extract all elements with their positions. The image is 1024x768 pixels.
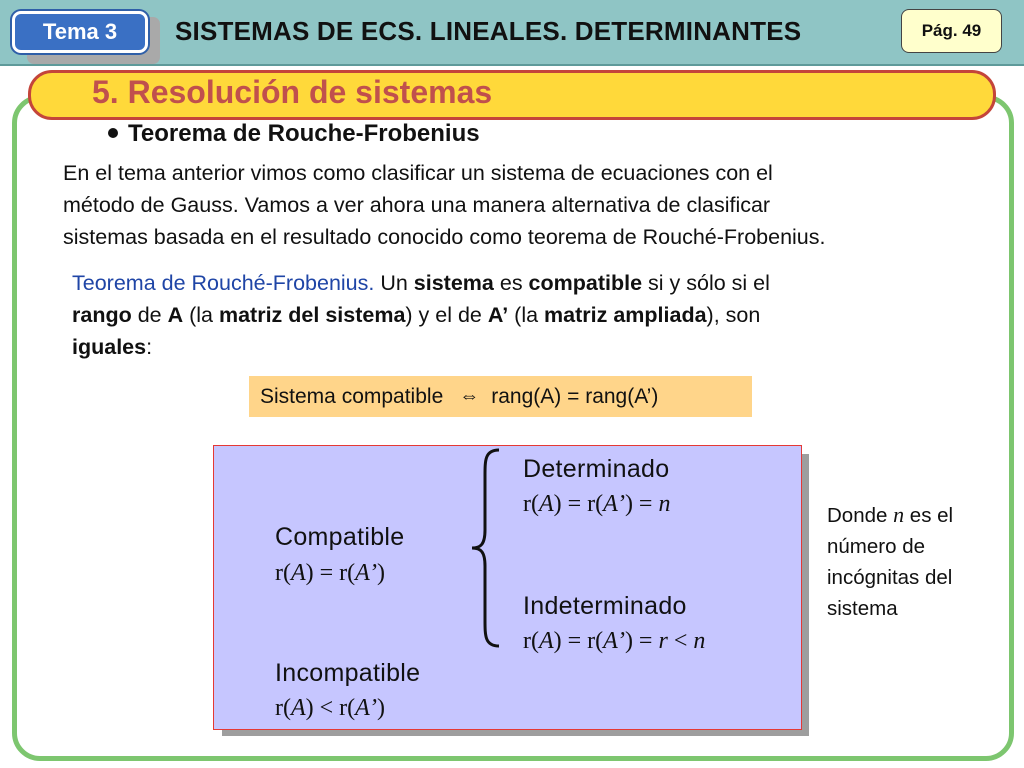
theorem-text: si y sólo si el (642, 271, 770, 295)
theorem-text: de (131, 303, 168, 327)
indeterminado-formula: r(A) = r(A’) = r < n (523, 628, 706, 654)
equivalence-icon: ⇔ (459, 385, 480, 407)
theorem-bold: matriz del sistema (218, 303, 406, 327)
theorem-bold: A (167, 303, 184, 327)
header-title: SISTEMAS DE ECS. LINEALES. DETERMINANTES (175, 16, 802, 46)
theorem-bold: A’ (487, 303, 509, 327)
theorem-text: ), son (706, 303, 761, 327)
section-title: 5. Resolución de sistemas (92, 74, 493, 110)
theorem-bold: sistema (413, 271, 494, 295)
note-pre: Donde (827, 504, 894, 527)
curly-brace-icon (469, 448, 509, 648)
incompatible-label: Incompatible (275, 659, 421, 687)
compatible-formula: r(A) = r(A’) (275, 560, 385, 586)
theorem-bold: compatible (528, 271, 643, 295)
intro-line: sistemas basada en el resultado conocido como teorema de Rouché-Frobenius. (63, 225, 826, 249)
theorem-text: (la (508, 303, 545, 327)
note-post: es el número de incógnitas del sistema (827, 504, 954, 620)
theorem-text: Un (374, 271, 414, 295)
determinado-label: Determinado (523, 455, 670, 483)
theorem-bold: rango (72, 303, 132, 327)
incompatible-formula: r(A) < r(A’) (275, 695, 385, 721)
bullet-icon (108, 128, 118, 138)
page-number: Pág. 49 (901, 9, 1002, 53)
theorem-bold: matriz ampliada (544, 303, 707, 327)
note-variable: n (893, 502, 905, 527)
compatible-label: Compatible (275, 523, 405, 551)
classification-box (213, 445, 802, 730)
subtitle-text: Teorema de Rouche-Frobenius (128, 120, 480, 147)
intro-line: método de Gauss. Vamos a ver ahora una manera alternativa de clasificar (63, 193, 771, 217)
theorem-text: : (146, 335, 153, 359)
equivalence-right: rang(A) = rang(A’) (491, 384, 659, 408)
subtitle (108, 120, 480, 148)
determinado-formula: r(A) = r(A’) = n (523, 491, 671, 517)
theorem-text: es (493, 271, 529, 295)
indeterminado-label: Indeterminado (523, 592, 687, 620)
note-text (827, 499, 1007, 624)
equivalence-box (249, 376, 752, 417)
intro-paragraph (63, 157, 993, 253)
equivalence-left: Sistema compatible (260, 384, 444, 408)
theorem-text: (la (183, 303, 219, 327)
theorem-paragraph (72, 267, 932, 363)
theorem-bold: iguales (72, 335, 147, 359)
intro-line: En el tema anterior vimos como clasificar un sistema de ecuaciones con el (63, 161, 773, 185)
tema-badge: Tema 3 (12, 11, 148, 53)
theorem-name: Teorema de Rouché-Frobenius. (72, 271, 375, 295)
theorem-text: ) y el de (405, 303, 488, 327)
